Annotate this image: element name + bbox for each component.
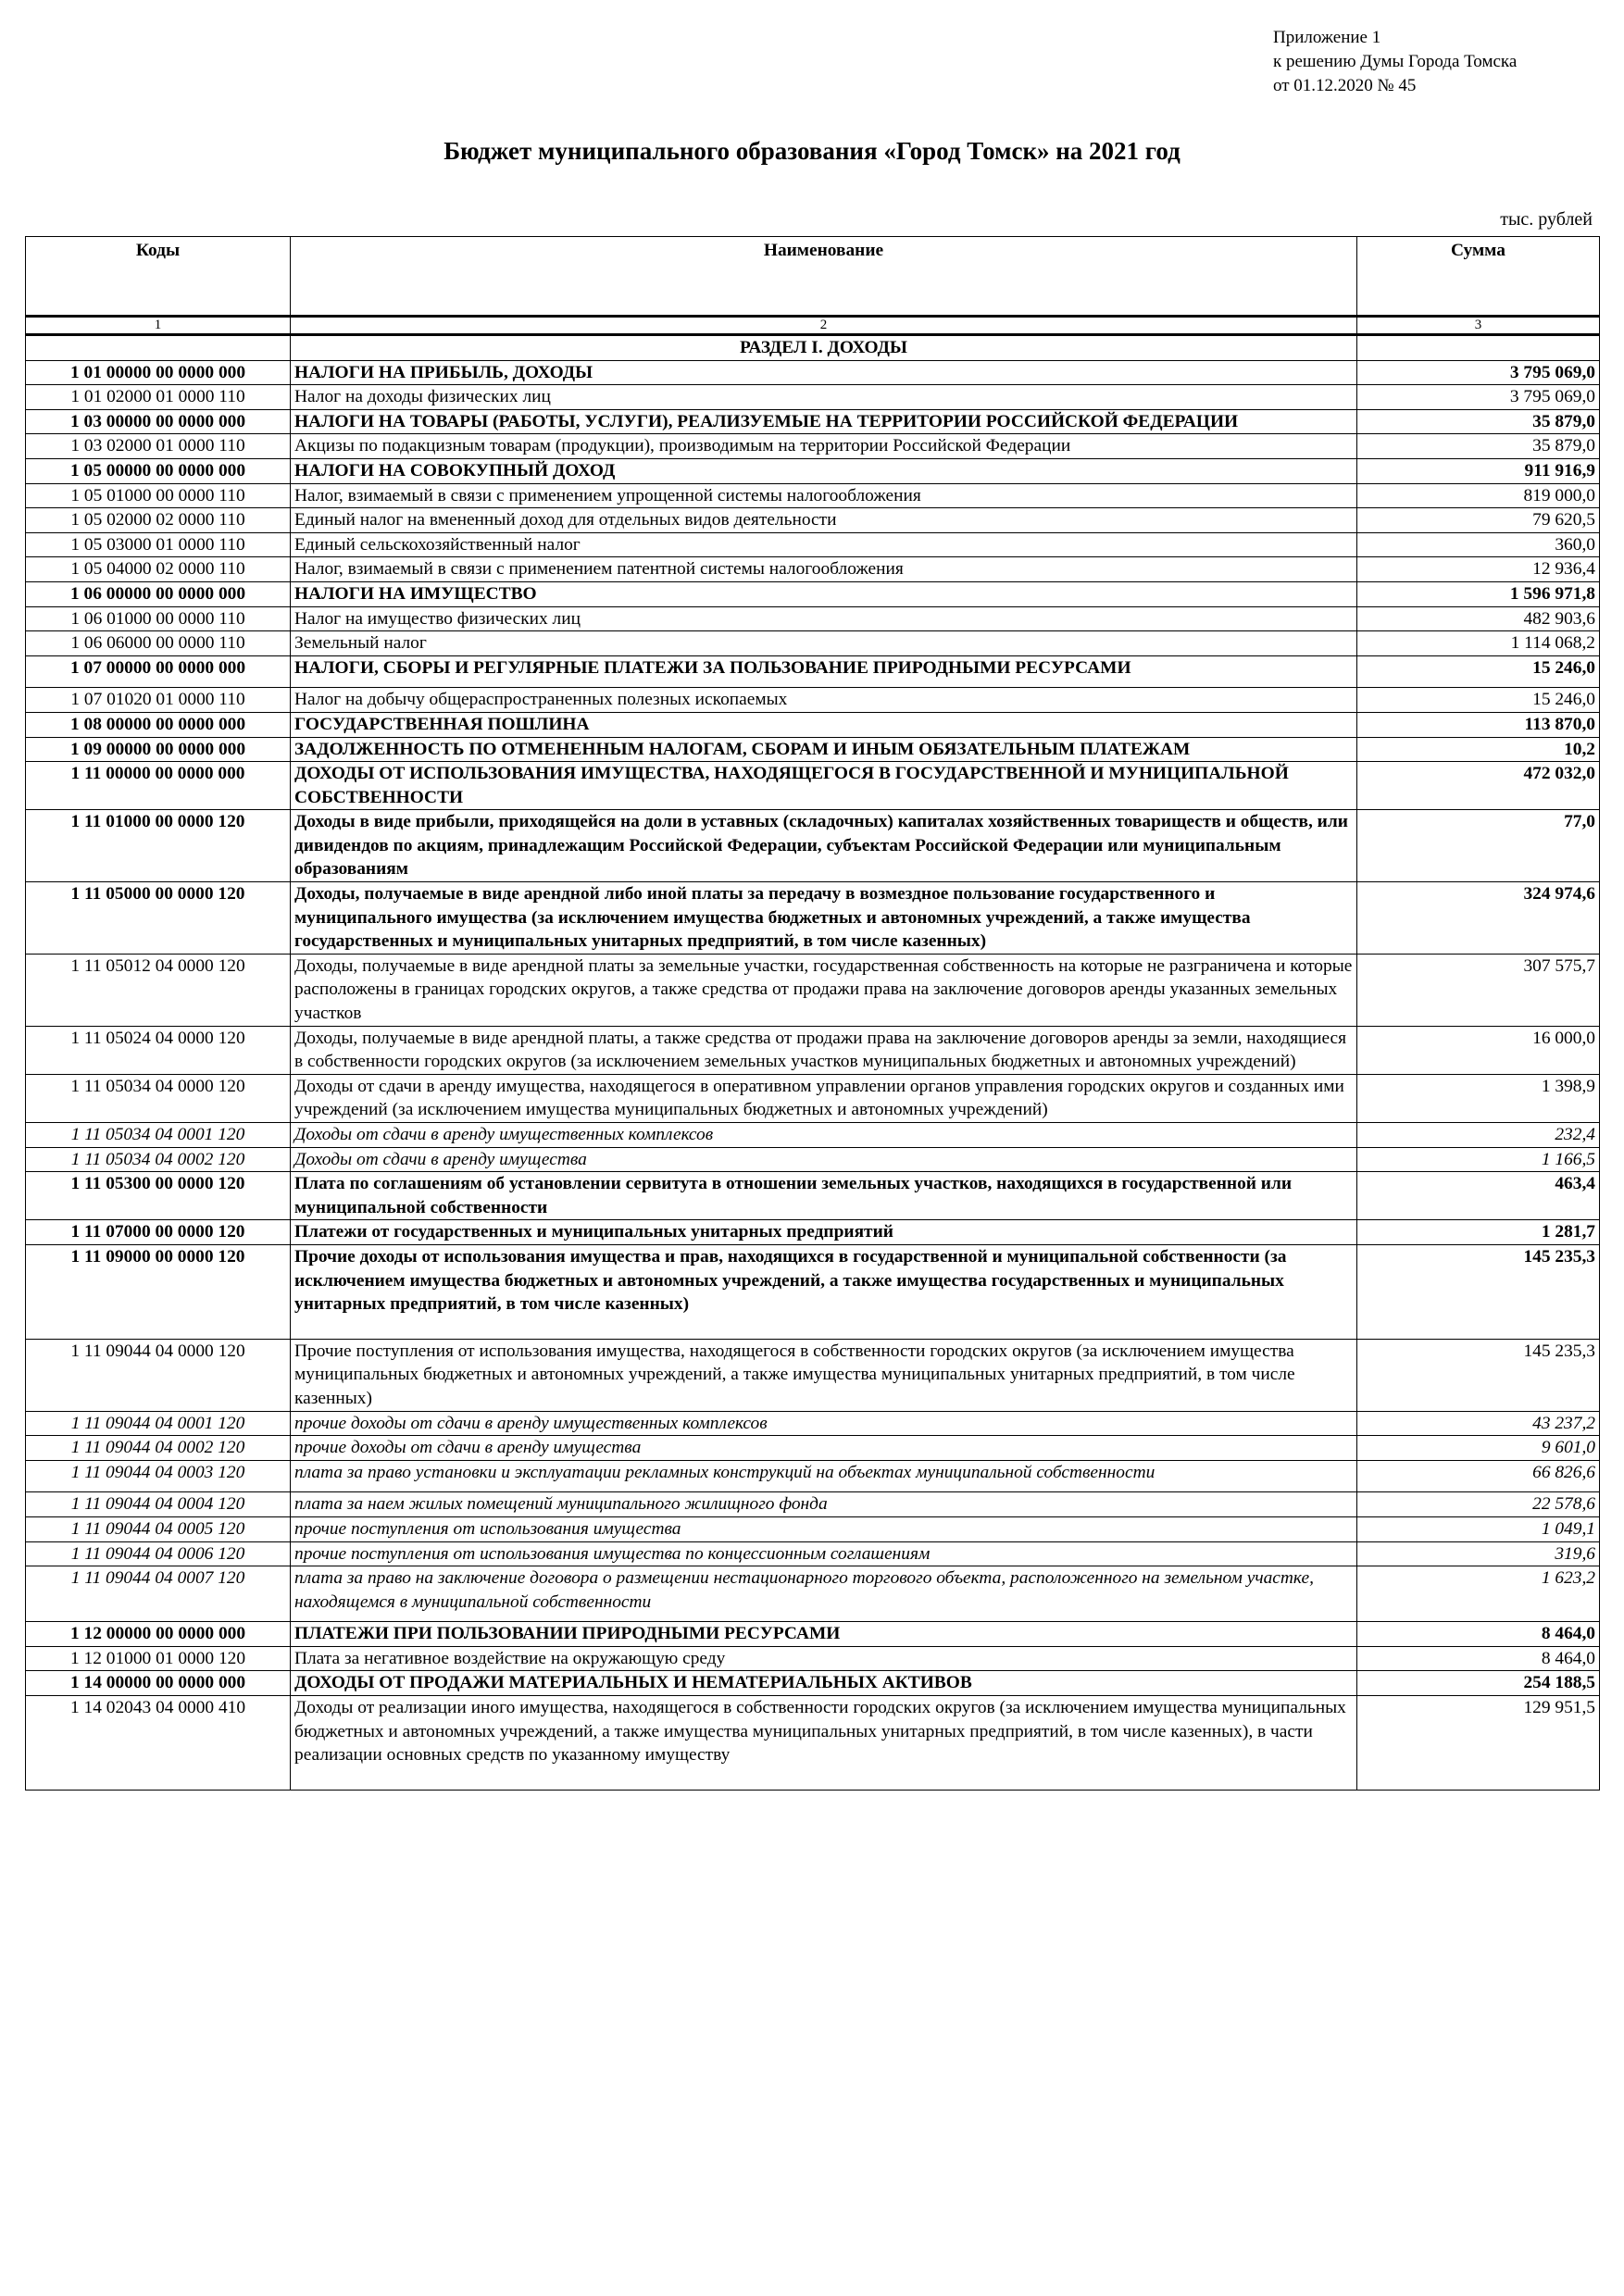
row-code: 1 05 04000 02 0000 110 [26, 557, 291, 582]
row-sum: 145 235,3 [1357, 1244, 1600, 1339]
row-name: НАЛОГИ, СБОРЫ И РЕГУЛЯРНЫЕ ПЛАТЕЖИ ЗА ПОЛЬЗОВАНИЕ ПРИРОДНЫМИ РЕСУРСАМИ [291, 655, 1357, 688]
row-sum: 8 464,0 [1357, 1646, 1600, 1671]
row-name: Доходы в виде прибыли, приходящейся на доли в уставных (складочных) капиталах хозяйственных товариществ и обществ, или дивидендов по акциям, принадлежащим Российской Федерации, субъектам Российской Федерации или муниципальным образованиям [291, 810, 1357, 882]
row-code: 1 12 00000 00 0000 000 [26, 1622, 291, 1647]
row-sum: 307 575,7 [1357, 954, 1600, 1026]
table-row [26, 581, 1600, 606]
column-number-2: 2 [291, 317, 1357, 335]
row-code: 1 05 01000 00 0000 110 [26, 483, 291, 508]
row-code: 1 11 01000 00 0000 120 [26, 810, 291, 882]
table-row [26, 532, 1600, 557]
row-name: Налог на доходы физических лиц [291, 385, 1357, 410]
table-row [26, 1339, 1600, 1411]
table-row [26, 1696, 1600, 1791]
table-row [26, 688, 1600, 713]
row-name: Доходы, получаемые в виде арендной платы за земельные участки, государственная собственность на которые не разграничена и которые расположены в границах городских округов, а также средства от продажи права на заключение договоров аренды указанных земельных участков [291, 954, 1357, 1026]
row-name: Доходы от сдачи в аренду имущества [291, 1147, 1357, 1172]
table-row [26, 458, 1600, 483]
row-name: НАЛОГИ НА СОВОКУПНЫЙ ДОХОД [291, 458, 1357, 483]
row-code: 1 07 00000 00 0000 000 [26, 655, 291, 688]
row-sum: 360,0 [1357, 532, 1600, 557]
row-code: 1 11 09000 00 0000 120 [26, 1244, 291, 1339]
row-sum: 324 974,6 [1357, 882, 1600, 955]
row-sum: 16 000,0 [1357, 1026, 1600, 1074]
row-name: Единый сельскохозяйственный налог [291, 532, 1357, 557]
row-name: плата за право установки и эксплуатации рекламных конструкций на объектах муниципальной собственности [291, 1460, 1357, 1492]
table-row [26, 409, 1600, 434]
row-sum: 22 578,6 [1357, 1492, 1600, 1517]
table-row [26, 810, 1600, 882]
table-row [26, 508, 1600, 533]
row-code: 1 11 00000 00 0000 000 [26, 762, 291, 810]
row-code: 1 05 02000 02 0000 110 [26, 508, 291, 533]
row-code: 1 11 09044 04 0003 120 [26, 1460, 291, 1492]
row-name: НАЛОГИ НА ПРИБЫЛЬ, ДОХОДЫ [291, 360, 1357, 385]
row-code: 1 11 09044 04 0001 120 [26, 1411, 291, 1436]
row-name: плата за наем жилых помещений муниципального жилищного фонда [291, 1492, 1357, 1517]
budget-table [25, 236, 1600, 1791]
table-row [26, 1074, 1600, 1122]
table-row [26, 1436, 1600, 1461]
table-row [26, 1460, 1600, 1492]
row-sum: 232,4 [1357, 1123, 1600, 1148]
table-row [26, 1026, 1600, 1074]
row-code: 1 11 09044 04 0000 120 [26, 1339, 291, 1411]
row-name: Платежи от государственных и муниципальных унитарных предприятий [291, 1220, 1357, 1245]
row-code: 1 11 09044 04 0007 120 [26, 1566, 291, 1622]
table-row [26, 712, 1600, 737]
row-name: Налог, взимаемый в связи с применением патентной системы налогообложения [291, 557, 1357, 582]
row-sum: 77,0 [1357, 810, 1600, 882]
row-code: 1 14 02043 04 0000 410 [26, 1696, 291, 1791]
row-name: прочие поступления от использования имущества по концессионным соглашениям [291, 1541, 1357, 1566]
table-row [26, 1172, 1600, 1220]
unit-label: тыс. рублей [1500, 209, 1593, 230]
row-name: плата за право на заключение договора о размещении нестационарного торгового объекта, расположенного на земельном участке, находящемся в муниципальной собственности [291, 1566, 1357, 1622]
row-code: 1 11 05300 00 0000 120 [26, 1172, 291, 1220]
table-row [26, 1411, 1600, 1436]
row-name: ПЛАТЕЖИ ПРИ ПОЛЬЗОВАНИИ ПРИРОДНЫМИ РЕСУРСАМИ [291, 1622, 1357, 1647]
row-sum: 472 032,0 [1357, 762, 1600, 810]
row-sum: 35 879,0 [1357, 434, 1600, 459]
row-name: Доходы, получаемые в виде арендной либо иной платы за передачу в возмездное пользование государственного и муниципального имущества (за исключением имущества бюджетных и автономных учреждений, а также имущества государственных и муниципальных унитарных предприятий, в том числе казенных) [291, 882, 1357, 955]
row-name: Земельный налог [291, 631, 1357, 656]
table-header-row [26, 237, 1600, 317]
row-name: Доходы, получаемые в виде арендной платы, а также средства от продажи права на заключение договоров аренды за земли, находящиеся в собственности городских округов (за исключением земельных участков муниципальных бюджетных и автономных учреждений) [291, 1026, 1357, 1074]
row-code: 1 11 05034 04 0000 120 [26, 1074, 291, 1122]
table-row [26, 483, 1600, 508]
row-code: 1 11 05000 00 0000 120 [26, 882, 291, 955]
row-sum: 1 398,9 [1357, 1074, 1600, 1122]
row-code: 1 03 00000 00 0000 000 [26, 409, 291, 434]
row-sum: 254 188,5 [1357, 1671, 1600, 1696]
table-row [26, 606, 1600, 631]
row-code: 1 11 05034 04 0001 120 [26, 1123, 291, 1148]
table-row [26, 557, 1600, 582]
row-name: НАЛОГИ НА ИМУЩЕСТВО [291, 581, 1357, 606]
row-code: 1 01 02000 01 0000 110 [26, 385, 291, 410]
row-code: 1 05 03000 01 0000 110 [26, 532, 291, 557]
row-name: Доходы от реализации иного имущества, находящегося в собственности городских округов (за исключением имущества муниципальных бюджетных и автономных учреждений, а также имущества муниципальных унитарных предприятий, в том числе казенных), в части реализации основных средств по указанному имуществу [291, 1696, 1357, 1791]
header-name: Наименование [291, 237, 1357, 317]
table-row [26, 762, 1600, 810]
row-sum: 1 623,2 [1357, 1566, 1600, 1622]
column-number-3: 3 [1357, 317, 1600, 335]
row-name: Налог на добычу общераспространенных полезных ископаемых [291, 688, 1357, 713]
row-sum: 319,6 [1357, 1541, 1600, 1566]
table-row [26, 954, 1600, 1026]
header-code: Коды [26, 237, 291, 317]
row-code: 1 11 07000 00 0000 120 [26, 1220, 291, 1245]
row-sum: 3 795 069,0 [1357, 385, 1600, 410]
row-code: 1 06 06000 00 0000 110 [26, 631, 291, 656]
appendix-line-1: Приложение 1 [1273, 28, 1381, 47]
column-number-1: 1 [26, 317, 291, 335]
row-name: Прочие доходы от использования имущества и прав, находящихся в государственной и муниципальной собственности (за исключением имущества бюджетных и автономных учреждений, а также имущества государственных и муниципальных унитарных предприятий, в том числе казенных) [291, 1244, 1357, 1339]
table-row [26, 1123, 1600, 1148]
row-sum: 43 237,2 [1357, 1411, 1600, 1436]
document-title: Бюджет муниципального образования «Город Томск» на 2021 год [443, 137, 1181, 165]
row-name: прочие поступления от использования имущества [291, 1516, 1357, 1541]
appendix-note [1273, 26, 1517, 98]
row-sum: 1 281,7 [1357, 1220, 1600, 1245]
row-code: 1 14 00000 00 0000 000 [26, 1671, 291, 1696]
row-code: 1 06 00000 00 0000 000 [26, 581, 291, 606]
row-name: ЗАДОЛЖЕННОСТЬ ПО ОТМЕНЕННЫМ НАЛОГАМ, СБОРАМ И ИНЫМ ОБЯЗАТЕЛЬНЫМ ПЛАТЕЖАМ [291, 737, 1357, 762]
row-name: Налог на имущество физических лиц [291, 606, 1357, 631]
row-name: НАЛОГИ НА ТОВАРЫ (РАБОТЫ, УСЛУГИ), РЕАЛИЗУЕМЫЕ НА ТЕРРИТОРИИ РОССИЙСКОЙ ФЕДЕРАЦИИ [291, 409, 1357, 434]
table-row [26, 385, 1600, 410]
row-code: 1 06 01000 00 0000 110 [26, 606, 291, 631]
row-sum: 129 951,5 [1357, 1696, 1600, 1791]
row-sum: 819 000,0 [1357, 483, 1600, 508]
row-sum: 79 620,5 [1357, 508, 1600, 533]
row-code: 1 11 09044 04 0006 120 [26, 1541, 291, 1566]
row-sum: 1 596 971,8 [1357, 581, 1600, 606]
table-row [26, 1516, 1600, 1541]
row-sum: 113 870,0 [1357, 712, 1600, 737]
table-row [26, 1566, 1600, 1622]
row-code: 1 09 00000 00 0000 000 [26, 737, 291, 762]
table-row [26, 1671, 1600, 1696]
row-code: 1 12 01000 01 0000 120 [26, 1646, 291, 1671]
row-sum: 463,4 [1357, 1172, 1600, 1220]
row-code: 1 11 05024 04 0000 120 [26, 1026, 291, 1074]
column-number-row [26, 317, 1600, 335]
row-code: 1 11 05012 04 0000 120 [26, 954, 291, 1026]
row-code: 1 01 00000 00 0000 000 [26, 360, 291, 385]
row-sum: 15 246,0 [1357, 688, 1600, 713]
table-row [26, 360, 1600, 385]
row-code: 1 11 09044 04 0004 120 [26, 1492, 291, 1517]
row-name: ДОХОДЫ ОТ ПРОДАЖИ МАТЕРИАЛЬНЫХ И НЕМАТЕРИАЛЬНЫХ АКТИВОВ [291, 1671, 1357, 1696]
row-sum: 482 903,6 [1357, 606, 1600, 631]
row-code: 1 03 02000 01 0000 110 [26, 434, 291, 459]
row-name: ГОСУДАРСТВЕННАЯ ПОШЛИНА [291, 712, 1357, 737]
row-name: Налог, взимаемый в связи с применением упрощенной системы налогообложения [291, 483, 1357, 508]
appendix-line-2: к решению Думы Города Томска [1273, 52, 1518, 71]
row-name: прочие доходы от сдачи в аренду имущества [291, 1436, 1357, 1461]
row-sum: 9 601,0 [1357, 1436, 1600, 1461]
appendix-line-3: от 01.12.2020 № 45 [1273, 76, 1417, 95]
table-row [26, 1244, 1600, 1339]
row-code: 1 07 01020 01 0000 110 [26, 688, 291, 713]
row-name: Акцизы по подакцизным товарам (продукции), производимым на территории Российской Федерации [291, 434, 1357, 459]
row-sum: 911 916,9 [1357, 458, 1600, 483]
row-sum: 10,2 [1357, 737, 1600, 762]
section-row [26, 335, 1600, 361]
row-sum: 66 826,6 [1357, 1460, 1600, 1492]
row-name: Доходы от сдачи в аренду имущественных комплексов [291, 1123, 1357, 1148]
row-name: Плата за негативное воздействие на окружающую среду [291, 1646, 1357, 1671]
row-code: 1 11 05034 04 0002 120 [26, 1147, 291, 1172]
row-sum: 3 795 069,0 [1357, 360, 1600, 385]
row-sum: 35 879,0 [1357, 409, 1600, 434]
row-code: 1 08 00000 00 0000 000 [26, 712, 291, 737]
table-row [26, 1541, 1600, 1566]
section-title: РАЗДЕЛ I. ДОХОДЫ [291, 335, 1357, 361]
table-row [26, 1492, 1600, 1517]
table-row [26, 882, 1600, 955]
row-sum: 1 114 068,2 [1357, 631, 1600, 656]
table-row [26, 434, 1600, 459]
row-name: Доходы от сдачи в аренду имущества, находящегося в оперативном управлении органов управления городских округов и созданных ими учреждений (за исключением имущества муниципальных бюджетных и автономных учреждений) [291, 1074, 1357, 1122]
row-name: прочие доходы от сдачи в аренду имущественных комплексов [291, 1411, 1357, 1436]
row-sum: 1 166,5 [1357, 1147, 1600, 1172]
table-row [26, 1147, 1600, 1172]
row-name: Прочие поступления от использования имущества, находящегося в собственности городских округов (за исключением имущества муниципальных бюджетных и автономных учреждений, а также имущества муниципальных унитарных предприятий, в том числе казенных) [291, 1339, 1357, 1411]
row-code: 1 11 09044 04 0002 120 [26, 1436, 291, 1461]
table-row [26, 1622, 1600, 1647]
row-code: 1 05 00000 00 0000 000 [26, 458, 291, 483]
table-row [26, 1220, 1600, 1245]
row-code: 1 11 09044 04 0005 120 [26, 1516, 291, 1541]
row-sum: 1 049,1 [1357, 1516, 1600, 1541]
table-row [26, 737, 1600, 762]
row-sum: 15 246,0 [1357, 655, 1600, 688]
row-sum: 8 464,0 [1357, 1622, 1600, 1647]
header-sum: Сумма [1357, 237, 1600, 317]
row-sum: 145 235,3 [1357, 1339, 1600, 1411]
table-row [26, 1646, 1600, 1671]
row-name: ДОХОДЫ ОТ ИСПОЛЬЗОВАНИЯ ИМУЩЕСТВА, НАХОДЯЩЕГОСЯ В ГОСУДАРСТВЕННОЙ И МУНИЦИПАЛЬНОЙ СОБСТВЕННОСТИ [291, 762, 1357, 810]
table-row [26, 655, 1600, 688]
row-name: Единый налог на вмененный доход для отдельных видов деятельности [291, 508, 1357, 533]
row-sum: 12 936,4 [1357, 557, 1600, 582]
row-name: Плата по соглашениям об установлении сервитута в отношении земельных участков, находящихся в государственной или муниципальной собственности [291, 1172, 1357, 1220]
table-row [26, 631, 1600, 656]
